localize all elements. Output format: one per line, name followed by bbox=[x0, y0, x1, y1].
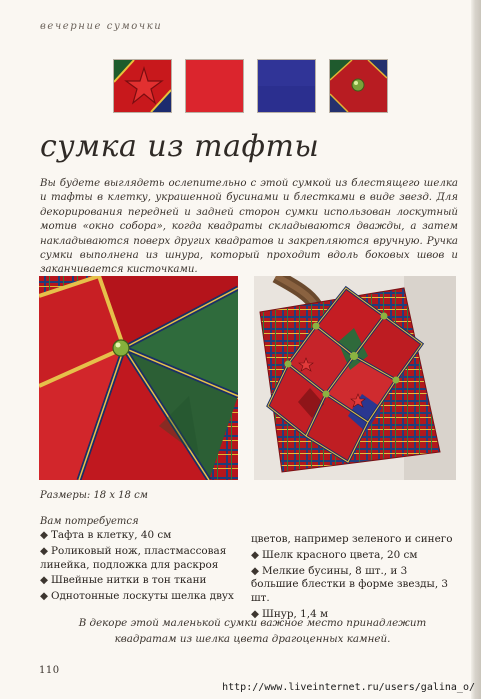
star-swatch bbox=[113, 59, 172, 113]
list-item-text: Шнур, 1,4 м bbox=[262, 607, 329, 620]
bullet-icon: ◆ bbox=[40, 574, 48, 587]
list-item-text: Швейные нитки в тон ткани bbox=[51, 574, 207, 587]
design-note: В декоре этой маленькой сумки важное место принадлежит квадратам из шелка цвета драгоценных камней. bbox=[78, 617, 427, 645]
list-item-text: Мелкие бусины, 8 шт., и 3 большие блестки в форме звезды, 3 шт. bbox=[251, 564, 449, 605]
list-item-text: Однотонные лоскуты шелка двух bbox=[51, 590, 234, 603]
materials-list-left bbox=[40, 529, 245, 606]
requirements-title: Вам потребуется bbox=[40, 516, 139, 527]
list-item bbox=[251, 549, 456, 563]
list-item-continuation: цветов, например зеленого и синего bbox=[251, 533, 453, 545]
list-item-text: Шелк красного цвета, 20 см bbox=[262, 548, 418, 561]
list-item-text: Роликовый нож, пластмассовая линейка, подложка для раскроя bbox=[40, 544, 227, 571]
list-item-text: Тафта в клетку, 40 см bbox=[51, 529, 172, 541]
blue-silk-swatch bbox=[257, 59, 316, 113]
red-silk-swatch bbox=[185, 59, 244, 113]
bullet-icon: ◆ bbox=[251, 607, 259, 620]
list-item bbox=[251, 565, 456, 606]
source-watermark: http://www.liveinternet.ru/users/galina_o/ bbox=[222, 682, 475, 693]
bag-photo bbox=[254, 276, 456, 480]
bullet-icon: ◆ bbox=[251, 564, 259, 577]
article-title: сумка из тафты bbox=[40, 129, 320, 164]
bullet-icon: ◆ bbox=[40, 590, 48, 603]
page-edge bbox=[471, 0, 481, 699]
list-item bbox=[40, 574, 245, 588]
intro-paragraph: Вы будете выглядеть ослепительно с этой сумкой из блестящего шелка и тафты в клетку, украшенной бусинами и блестками в виде звезд. Для декорирования передней и задней сторон сумки использован лоскутный мотив «окно собора», когда квадраты складываются дважды, а затем накладываются поверх других квадратов и закрепляются вручную. Ручка сумки выполнена из шнура, который проходит вдоль боковых швов и заканчивается кисточками. bbox=[40, 178, 458, 276]
section-label: вечерние сумочки bbox=[40, 21, 163, 32]
closeup-photo bbox=[39, 276, 238, 480]
size-caption: Размеры: 18 х 18 см bbox=[40, 490, 148, 501]
page-number: 110 bbox=[39, 665, 60, 676]
list-item bbox=[40, 590, 245, 604]
list-item bbox=[40, 545, 245, 573]
materials-list-right bbox=[251, 533, 456, 624]
list-item bbox=[40, 529, 245, 543]
bullet-icon: ◆ bbox=[40, 544, 48, 557]
bead-swatch bbox=[329, 59, 388, 113]
bullet-icon: ◆ bbox=[40, 529, 48, 541]
bullet-icon: ◆ bbox=[251, 548, 259, 561]
